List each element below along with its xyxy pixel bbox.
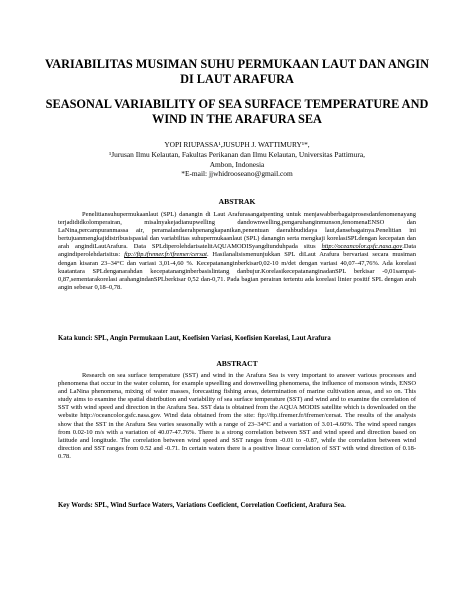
- keywords-english: Key Words: SPL, Wind Surface Waters, Variations Coeficient, Correlation Coeficient, Arafura Sea.: [58, 502, 346, 509]
- affiliation-line-1: ¹Jurusan Ilmu Kelautan, Fakultas Perikanan dan Ilmu Kelautan, Universitas Pattimura,: [109, 150, 365, 160]
- abstrak-text-part-2: .Data angindiperolehdarisitus:: [58, 243, 416, 259]
- author-email: *E-mail: jjwhidrooseano@gmail.com: [181, 168, 293, 178]
- abstract-heading: ABSTRACT: [216, 359, 258, 368]
- oceancolor-link[interactable]: http://oceancolor.gsfc.nasa.gov: [321, 243, 403, 251]
- ifremer-link[interactable]: ftp://ftp.ifremer.fr/ifremer/cersat: [124, 251, 207, 259]
- author-block: [40, 140, 434, 178]
- abstract-text: Research on sea surface temperature (SST) and wind in the Arafura Sea is very important to answer various processes and phenomena that occur in the water column, for example upwelling and downwelling phenomena, the influence of monsoon winds, ENSO and LaNina phenomena, mixing of water masses, forecasting fishing areas, determination of marine cultivation areas, and so on. This study aims to examine the spatial distribution and variability of sea surface temperature (SST) and wind and to examine the correlation of SST with wind speed and direction in the Arafura Sea. SST data is obtained from the AQUA MODIS satellite which is downloaded on the website http://oceancolor.gsfc.nasa.gov. Wind data obtained from the site: ftp://ftp.ifremer.fr/ifremer/cersat. The results of the analysis show that the SST in the Arafura Sea varies seasonally with a range of 23–34°C and a variation of 3.01-4.60%. The wind speed ranges from 0.02-10 m/s with a variation of 40.07-47.76%. There is a strong correlation between SST and wind speed and direction based on latitude and longitude. The correlation between wind speed and SST ranges from -0.01 to -0.87, while the correlation between wind direction and SST ranges from 0.52 and -0.71. In certain waters there is a positive linear correlation of SST with wind direction of 0.18-0.78.: [58, 372, 416, 460]
- abstrak-text-part-1: Penelitiansuhupermukaanlaut (SPL) danangin di Laut Arafurasangatpenting untuk menjawabberbagaiprosesdanfenomenayang terjadididkolomperairan, misalnyakejadianupwelling dandownwelling,pengaruhanginmunson,fenomenaENSO dan LaNina,percampuranmassa air, peramalandaerahpenangkapanikan,penentuan daerahbudidaya laut,dansebagainya.Penelitian ini bertujuanmengkajidistribusispasial dan variabilitas suhupermukaanlaut (SPL) danangin serta mengkaji korelasiSPLdengan kecepatan dan arah angindiLautArafura. Data SPLdiperolehdarisatelitAQUAMODISyangdiunduhpada situs: [58, 211, 416, 251]
- abstrak-heading: ABSTRAK: [218, 197, 256, 206]
- title-indonesian: VARIABILITAS MUSIMAN SUHU PERMUKAAN LAUT DAN ANGIN DI LAUT ARAFURA: [45, 57, 429, 86]
- author-names: YOPI RIUPASSA¹,JUSUPH J. WATTIMURY¹*,: [164, 140, 310, 149]
- abstrak-text: [58, 211, 416, 292]
- abstrak-text-part-3: . Hasilanalisismenunjukkan SPL diLaut Arafura bervariasi secara musiman dengan kisaran 23–34°C dan variasi 3,01-4,60 %. Kecepatananginberkisar0,02-10 m/det dengan variasi 40,07–47,76%. Ada korelasi kuatantara SPLdenganarahdan kecepatananginberbasislintang danbujur.KorelasikecepatananginadanSPL berkisar -0,01sampai-0,87,sementarakorelasi arahangindanSPLberkisar 0,52 dan-0,71. Pada bagian perairan tertentu ada korelasi linier positif SPL dengan arah angin sebesar 0,18–0,78.: [58, 251, 416, 291]
- keywords-indonesian: Kata kunci: SPL, Angin Permukaan Laut, Koefisien Variasi, Koefisien Korelasi, Laut Arafura: [58, 335, 331, 342]
- affiliation-line-2: Ambon, Indonesia: [209, 159, 265, 169]
- title-english: SEASONAL VARIABILITY OF SEA SURFACE TEMPERATURE AND WIND IN THE ARAFURA SEA: [45, 97, 429, 126]
